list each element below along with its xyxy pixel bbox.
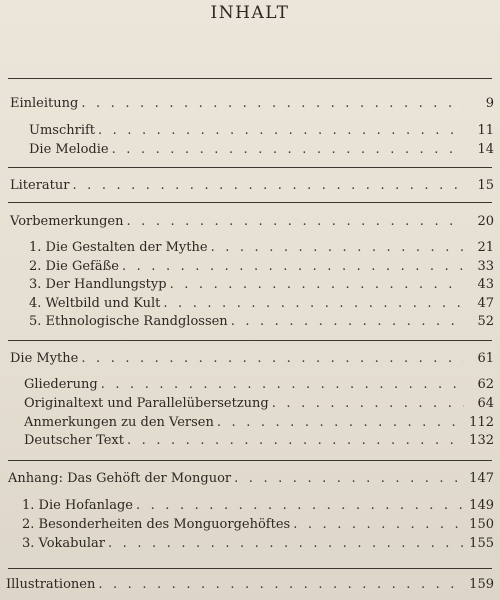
toc-entry-label: 4. Weltbild und Kult (29, 296, 161, 311)
toc-entry (24, 433, 494, 449)
divider (8, 167, 492, 168)
toc-entry-label: 5. Ethnologische Randglossen (29, 314, 228, 329)
toc-entry-page: 112 (469, 415, 494, 430)
toc-entry-label: Illustrationen (6, 577, 96, 592)
toc-entry-page: 21 (477, 240, 494, 255)
toc-entry (24, 396, 494, 412)
toc-entry-label: 3. Vokabular (22, 536, 106, 551)
toc-entry (29, 142, 494, 158)
toc-entry-label: Die Melodie (29, 142, 109, 157)
leader-dots (211, 240, 464, 256)
toc-entry-page: 33 (477, 259, 494, 274)
toc-entry-page: 14 (477, 142, 494, 157)
toc-entry-page: 61 (477, 351, 494, 366)
leader-dots (98, 577, 464, 593)
leader-dots (170, 277, 464, 293)
toc-entry (29, 259, 494, 275)
toc-entry-label: Vorbemerkungen (10, 214, 124, 229)
toc-entry-label: 2. Die Gefäße (29, 259, 119, 274)
toc-entry-page: 64 (477, 396, 494, 411)
leader-dots (272, 396, 464, 412)
leader-dots (127, 214, 465, 230)
leader-dots (231, 314, 464, 330)
toc-entry (24, 377, 494, 393)
toc-entry-label: 2. Besonderheiten des Monguorgehöftes (22, 517, 291, 532)
divider (8, 340, 492, 341)
toc-entry (10, 351, 494, 367)
toc-entry-label: 1. Die Gestalten der Mythe (29, 240, 208, 255)
toc-entry-page: 62 (477, 377, 494, 392)
toc-entry (22, 498, 494, 514)
toc-entry-label: 1. Die Hofanlage (22, 498, 133, 513)
toc-entry-label: Einleitung (10, 96, 79, 111)
toc-entry-page: 20 (477, 214, 494, 229)
toc-entry-label: Anmerkungen zu den Versen (24, 415, 214, 430)
toc-entry-page: 147 (469, 471, 494, 486)
toc-entry (29, 296, 494, 312)
toc-entry-page: 159 (469, 577, 494, 592)
toc-entry-page: 155 (469, 536, 494, 551)
toc-entry (10, 214, 494, 230)
toc-entry-page: 43 (477, 277, 494, 292)
toc-entry-page: 149 (469, 498, 494, 513)
leader-dots (98, 123, 464, 139)
toc-entry (29, 314, 494, 330)
toc-entry-label: Die Mythe (10, 351, 79, 366)
leader-dots (81, 351, 464, 367)
toc-entry-label: Anhang: Das Gehöft der Monguor (8, 471, 232, 486)
divider (8, 202, 492, 203)
leader-dots (136, 498, 464, 514)
leader-dots (112, 142, 464, 158)
toc-entry-page: 52 (477, 314, 494, 329)
toc-entry-page: 11 (477, 123, 494, 138)
toc-entry (6, 577, 494, 593)
toc-entry (24, 415, 494, 431)
toc-entry-label: Literatur (10, 178, 70, 193)
leader-dots (293, 517, 464, 533)
toc-entry (8, 471, 494, 487)
leader-dots (72, 178, 464, 194)
toc-entry-page: 15 (477, 178, 494, 193)
toc-entry-page: 9 (485, 96, 494, 111)
toc-entry-page: 47 (477, 296, 494, 311)
leader-dots (163, 296, 464, 312)
leader-dots (234, 471, 464, 487)
toc-entry-page: 132 (469, 433, 494, 448)
toc-entry (22, 517, 494, 533)
divider (8, 568, 492, 569)
leader-dots (101, 377, 464, 393)
divider (8, 78, 492, 79)
leader-dots (108, 536, 464, 552)
toc-entry-label: Gliederung (24, 377, 98, 392)
leader-dots (127, 433, 464, 449)
toc-entry-label: Deutscher Text (24, 433, 124, 448)
toc-entry-label: Umschrift (29, 123, 96, 138)
toc-entry (29, 240, 494, 256)
toc-entry (29, 277, 494, 293)
toc-entry-page: 150 (469, 517, 494, 532)
toc-entry-label: 3. Der Handlungstyp (29, 277, 167, 292)
divider (8, 460, 492, 461)
page-title: INHALT (210, 3, 290, 23)
toc-entry (10, 178, 494, 194)
leader-dots (81, 96, 464, 112)
leader-dots (217, 415, 464, 431)
toc-entry (22, 536, 494, 552)
leader-dots (122, 259, 464, 275)
toc-entry (29, 123, 494, 139)
toc-entry-label: Originaltext und Parallelübersetzung (24, 396, 269, 411)
toc-entry (10, 96, 494, 112)
